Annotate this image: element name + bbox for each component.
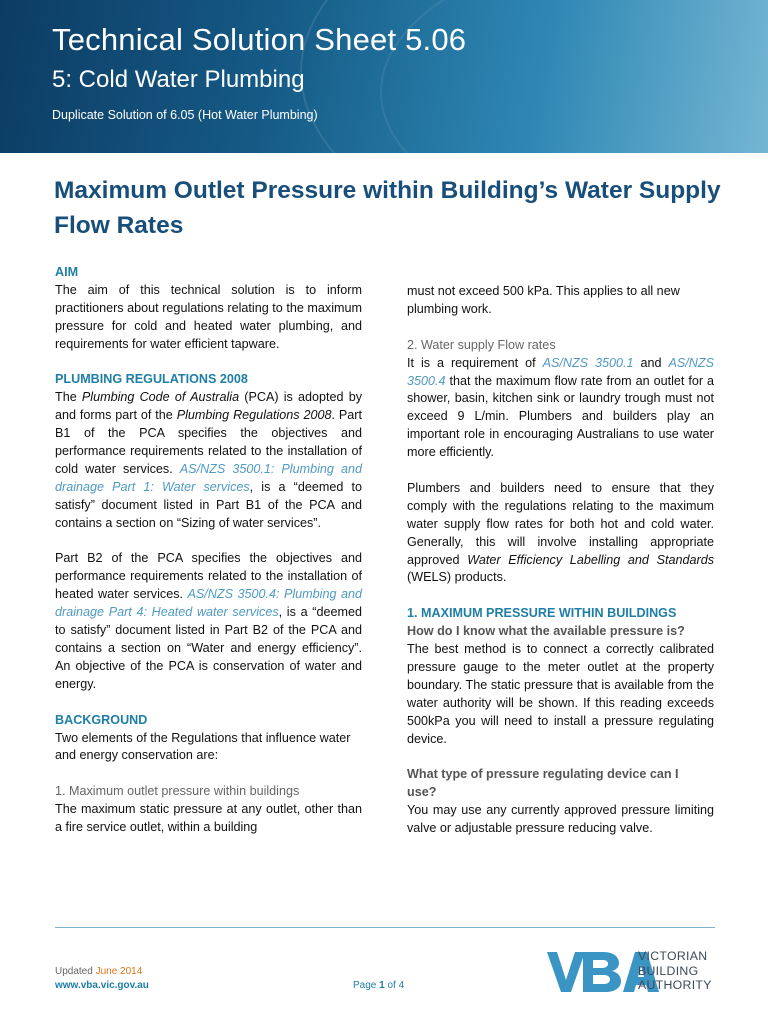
outlet-pressure-body-cont: must not exceed 500 kPa. This applies to all new plumbing work. — [407, 284, 680, 316]
background-heading: BACKGROUND — [55, 712, 148, 727]
as-nzs-3500-1-link[interactable]: AS/NZS 3500.1 — [542, 355, 634, 370]
duplicate-note: Duplicate Solution of 6.05 (Hot Water Plumbing) — [52, 108, 318, 122]
authority-name: VICTORIAN BUILDING AUTHORITY — [638, 949, 712, 992]
header-banner — [0, 0, 768, 153]
question-regulating-device: What type of pressure regulating device can I use? — [407, 767, 679, 800]
as-nzs-3500-4-link[interactable]: AS/NZS 3500.4 — [407, 355, 714, 388]
updated-date: Updated June 2014 — [55, 966, 143, 977]
flow-rates-body: It is a requirement of AS/NZS 3500.1 and AS/NZS 3500.4 that the maximum flow rate from an outlet for a shower, basin, kitchen sink or laundry trough must not exceed 9 L/min. Plumbers and builders play an important role in encouraging Australians to use water more efficiently. — [407, 355, 714, 460]
sheet-title: Technical Solution Sheet 5.06 — [52, 22, 467, 57]
plumbing-regs-heading: PLUMBING REGULATIONS 2008 — [55, 372, 248, 387]
plumbing-regs-paragraph-1: The Plumbing Code of Australia (PCA) is adopted by and forms part of the Plumbing Regulations 2008. Part B1 of the PCA specifies the objectives and performance requirements related to the installation of cold water services. AS/NZS 3500.1: Plumbing and drainage Part 1: Water services, is a “deemed to satisfy” document listed in Part B1 of the PCA and contains a section on “Sizing of water services”. — [55, 390, 363, 530]
outlet-pressure-heading: 1. Maximum outlet pressure within buildings — [55, 784, 300, 799]
as-nzs-3500-1-link[interactable]: AS/NZS 3500.1: Plumbing and drainage Part 1: Water services — [55, 461, 362, 494]
website-link[interactable]: www.vba.vic.gov.au — [55, 980, 149, 991]
aim-body: The aim of this technical solution is to inform practitioners about regulations relating to the maximum pressure for cold and heated water plumbing, and requirements for water efficient tapware. — [55, 282, 362, 351]
footer-divider — [55, 927, 715, 928]
flow-rates-heading: 2. Water supply Flow rates — [407, 337, 556, 352]
plumbing-regs-paragraph-2: Part B2 of the PCA specifies the objectives and performance requirements related to the installation of heated water services. AS/NZS 3500.4: Plumbing and drainage Part 4: Heated water services, is a “deemed to satisfy” document listed in Part B2 of the PCA and contains a section on “Water and energy efficiency”. An objective of the PCA is conservation of water and energy. — [55, 551, 362, 691]
sheet-subtitle: 5: Cold Water Plumbing — [52, 66, 305, 93]
outlet-pressure-body-start: The maximum static pressure at any outlet, other than a fire service outlet, within a building — [55, 802, 362, 835]
document-title: Maximum Outlet Pressure within Building’s Water Supply Flow Rates — [54, 177, 721, 239]
right-column — [407, 283, 714, 838]
max-pressure-heading: 1. MAXIMUM PRESSURE WITHIN BUILDINGS — [407, 606, 677, 621]
background-body: Two elements of the Regulations that influence water and energy conservation are: — [55, 730, 351, 763]
wels-paragraph: Plumbers and builders need to ensure that they comply with the regulations relating to the maximum water supply flow rates for both hot and cold water. Generally, this will involve installing appropriate approved Water Efficiency Labelling and Standards (WELS) products. — [407, 480, 715, 585]
answer-regulating-device: You may use any currently approved pressure limiting valve or adjustable pressure reducing valve. — [407, 803, 714, 836]
question-available-pressure: How do I know what the available pressure is? — [407, 624, 685, 639]
page-number: Page 1 of 4 — [353, 980, 405, 991]
answer-available-pressure: The best method is to connect a correctly calibrated pressure gauge to the meter outlet at the property boundary. The static pressure that is available from the water authority will be shown. If this reading exceeds 500kPa you will need to install a pressure regulating device. — [407, 642, 714, 746]
left-column — [55, 264, 362, 837]
aim-heading: AIM — [55, 265, 79, 279]
as-nzs-3500-4-link[interactable]: AS/NZS 3500.4: Plumbing and drainage Part 4: Heated water services — [55, 587, 362, 620]
